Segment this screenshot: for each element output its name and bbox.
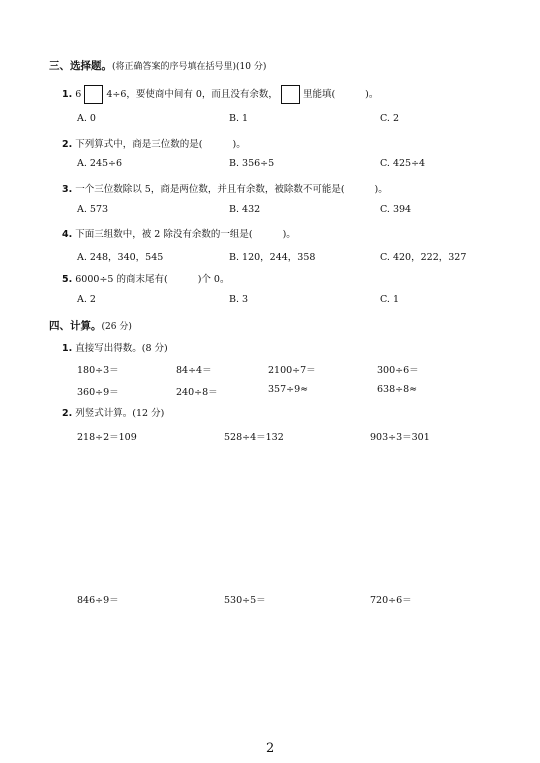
vertical-calc-6: 720÷6＝	[370, 595, 412, 606]
oral-calc-7: 357÷9≈	[268, 384, 309, 395]
question-1-number: 1.	[62, 89, 73, 100]
question-3-number: 3.	[62, 184, 73, 195]
vertical-calc-2: 528÷4＝132	[224, 432, 284, 443]
question-2-number: 2.	[62, 139, 73, 150]
question-1-option-a: A. 0	[77, 113, 96, 124]
question-5-option-a: A. 2	[77, 294, 96, 305]
question-2-option-b: B. 356÷5	[229, 158, 275, 169]
question-3-option-b: B. 432	[229, 204, 261, 215]
section-3-note: (将正确答案的序号填在括号里)(10 分)	[112, 62, 267, 72]
question-1-suffix: 里能填(	[302, 89, 336, 100]
question-2-option-c: C. 425÷4	[380, 158, 426, 169]
question-5-end: )个 0。	[197, 274, 230, 285]
question-1-prefix: 6	[75, 89, 82, 100]
question-2	[62, 136, 246, 150]
part-1-heading	[62, 340, 168, 354]
question-4-text: 下面三组数中，被 2 除没有余数的一组是(	[75, 229, 253, 240]
section-3-title: 三、选择题。	[49, 60, 112, 72]
question-1-option-c: C. 2	[380, 113, 400, 124]
question-3	[62, 181, 388, 195]
vertical-calc-5: 530÷5＝	[224, 595, 266, 606]
part-2-heading	[62, 405, 164, 419]
section-4-note: (26 分)	[101, 322, 132, 332]
oral-calc-2: 84÷4＝	[176, 365, 212, 376]
answer-box-2[interactable]	[281, 85, 300, 104]
question-3-option-a: A. 573	[77, 204, 109, 215]
question-4-option-c: C. 420，222，327	[380, 252, 467, 263]
oral-calc-5: 360÷9＝	[77, 387, 119, 398]
section-4-heading	[49, 318, 132, 333]
vertical-calc-1: 218÷2＝109	[77, 432, 137, 443]
oral-calc-1: 180÷3＝	[77, 365, 119, 376]
section-4-title: 四、计算。	[49, 320, 102, 332]
question-2-end: )。	[232, 139, 246, 150]
question-3-end: )。	[374, 184, 388, 195]
question-1-end: )。	[365, 89, 379, 100]
question-5-number: 5.	[62, 274, 73, 285]
part-1-title: 直接写出得数。(8 分)	[75, 343, 168, 354]
question-4-number: 4.	[62, 229, 73, 240]
question-2-text: 下列算式中，商是三位数的是(	[75, 139, 203, 150]
question-4	[62, 226, 296, 240]
vertical-calc-3: 903÷3＝301	[370, 432, 430, 443]
vertical-calc-4: 846÷9＝	[77, 595, 119, 606]
question-4-option-b: B. 120，244，358	[229, 252, 316, 263]
section-3-heading	[49, 58, 266, 73]
question-3-option-c: C. 394	[380, 204, 412, 215]
page-number: 2	[266, 741, 275, 756]
question-3-text: 一个三位数除以 5，商是两位数，并且有余数，被除数不可能是(	[75, 184, 345, 195]
question-4-option-a: A. 248，340，545	[77, 252, 164, 263]
question-2-option-a: A. 245÷6	[77, 158, 123, 169]
question-5	[62, 271, 229, 285]
question-1-option-b: B. 1	[229, 113, 249, 124]
answer-box-1[interactable]	[84, 85, 103, 104]
question-4-end: )。	[282, 229, 296, 240]
question-1-middle: 4÷6，要使商中间有 0，而且没有余数，	[106, 89, 278, 100]
part-2-number: 2.	[62, 408, 73, 419]
oral-calc-8: 638÷8≈	[377, 384, 418, 395]
oral-calc-6: 240÷8＝	[176, 387, 218, 398]
question-5-text: 6000÷5 的商末尾有(	[75, 274, 168, 285]
oral-calc-4: 300÷6＝	[377, 365, 419, 376]
oral-calc-3: 2100÷7＝	[268, 365, 316, 376]
question-1	[62, 85, 378, 104]
question-5-option-b: B. 3	[229, 294, 249, 305]
part-1-number: 1.	[62, 343, 73, 354]
question-5-option-c: C. 1	[380, 294, 400, 305]
part-2-title: 列竖式计算。(12 分)	[75, 408, 165, 419]
